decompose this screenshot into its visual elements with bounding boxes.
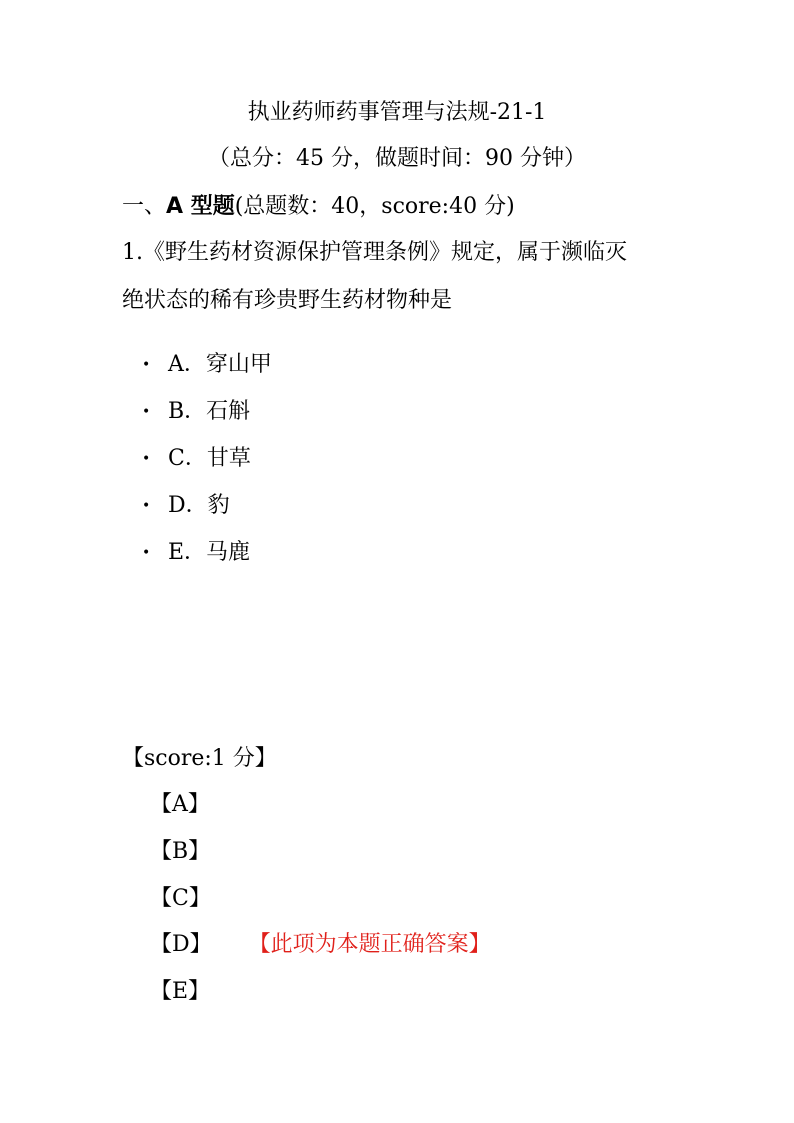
- answer-row-b: [150, 837, 210, 867]
- correct-answer-mark: 【此项为本题正确答案】: [259, 932, 491, 957]
- section-prefix: 一、: [122, 194, 167, 219]
- answer-label-e: 【E】: [150, 979, 211, 1004]
- question-text-line-1: 1.《野生药材资源保护管理条例》规定，属于濒临灭: [122, 240, 627, 265]
- bullet-icon: •: [142, 451, 151, 467]
- page-subtitle: （总分：45 分，做题时间：90 分钟）: [208, 146, 586, 171]
- option-a-text: A．穿山甲: [168, 352, 272, 377]
- answer-label-c: 【C】: [150, 886, 211, 911]
- option-d: [142, 491, 230, 521]
- answer-row-c: [150, 884, 211, 914]
- section-header: [122, 192, 515, 222]
- question-text-line-2: 绝状态的稀有珍贵野生药材物种是: [122, 288, 453, 313]
- option-b: [142, 397, 250, 427]
- option-a: [142, 350, 272, 380]
- score-label: 【score:1 分】: [122, 746, 277, 771]
- option-d-text: D．豹: [168, 493, 230, 518]
- option-c: [142, 444, 251, 474]
- answer-label-b: 【B】: [150, 839, 211, 864]
- section-info: (总题数：40，score:40 分): [234, 194, 515, 219]
- bullet-icon: •: [142, 545, 151, 561]
- option-e-text: E．马鹿: [168, 540, 251, 565]
- answer-label-a: 【A】: [150, 792, 210, 817]
- answer-row-a: [150, 790, 210, 820]
- answer-row-e: [150, 977, 210, 1007]
- bullet-icon: •: [142, 498, 151, 514]
- option-e: [142, 538, 250, 568]
- option-c-text: C．甘草: [168, 446, 251, 471]
- answer-label-d: 【D】: [150, 932, 212, 957]
- option-b-text: B．石斛: [168, 399, 251, 424]
- page-title: 执业药师药事管理与法规-21-1: [247, 100, 547, 125]
- bullet-icon: •: [142, 357, 151, 373]
- answer-row-d: [150, 930, 491, 960]
- bullet-icon: •: [142, 404, 151, 420]
- section-type: A 型题: [166, 194, 235, 219]
